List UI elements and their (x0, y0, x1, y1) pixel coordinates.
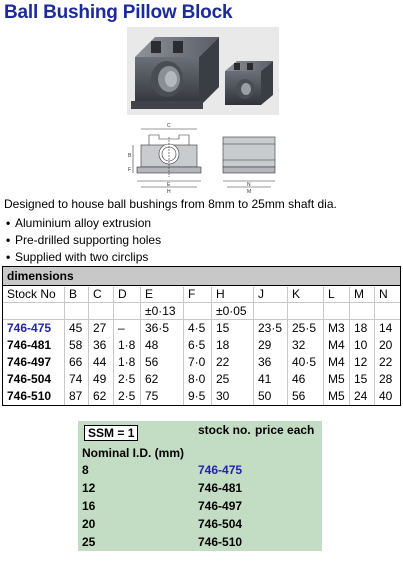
svg-text:M: M (247, 189, 252, 195)
cell: 30 (216, 389, 230, 403)
list-item (78, 463, 322, 481)
stock-number: 746-504 (7, 372, 52, 386)
table-row (3, 320, 400, 337)
feature-list (6, 215, 161, 266)
nominal-size: 12 (82, 481, 96, 495)
cell: 40·5 (292, 355, 317, 369)
cell: 18 (354, 321, 368, 335)
cell: 66 (69, 355, 83, 369)
column-divider (113, 287, 114, 405)
cell: 23·5 (258, 321, 283, 335)
cell: 46 (292, 372, 306, 386)
nominal-size: 25 (82, 535, 96, 549)
column-divider (183, 287, 184, 405)
cell: 40 (379, 389, 393, 403)
cell: 87 (69, 389, 83, 403)
cell: 24 (354, 389, 368, 403)
stock-number: 746-497 (7, 355, 52, 369)
cell: 15 (216, 321, 230, 335)
list-item (78, 517, 322, 535)
cell: 10 (354, 338, 368, 352)
column-header: J (258, 287, 264, 301)
nominal-size: 20 (82, 517, 96, 531)
product-description: Designed to house ball bushings from 8mm to 25mm shaft dia. (4, 197, 337, 211)
cell: 9·5 (188, 389, 206, 403)
column-header: F (188, 287, 196, 301)
column-header: B (69, 287, 78, 301)
pillow-block-photo-illustration (127, 27, 279, 115)
column-divider (64, 287, 65, 405)
column-divider (323, 287, 324, 405)
list-item: • Aluminium alloy extrusion (6, 216, 152, 230)
cell: 7·0 (188, 355, 206, 369)
svg-text:B: B (128, 153, 132, 159)
cell: 29 (258, 338, 272, 352)
cell: 25·5 (292, 321, 317, 335)
cell: 12 (354, 355, 368, 369)
cell: 28 (379, 372, 393, 386)
list-item: • Pre-drilled supporting holes (6, 233, 162, 247)
cell: 36·5 (145, 321, 170, 335)
table-header-row (3, 286, 400, 303)
tolerance-e: ±0·13 (145, 304, 176, 318)
cell: 20 (379, 338, 393, 352)
column-header: H (216, 287, 225, 301)
nominal-size: 16 (82, 499, 96, 513)
svg-text:F: F (128, 167, 132, 173)
cell: 45 (69, 321, 83, 335)
cell: 22 (379, 355, 393, 369)
cell: M5 (328, 389, 345, 403)
column-header: D (118, 287, 127, 301)
technical-drawing (127, 117, 279, 197)
cell: – (118, 321, 125, 335)
bullet-icon: • (6, 233, 11, 247)
cell: 44 (93, 355, 107, 369)
cell: 41 (258, 372, 272, 386)
bullet-icon: • (6, 250, 11, 264)
column-divider (140, 287, 141, 405)
cell: 27 (93, 321, 107, 335)
stock-number: 746-497 (198, 499, 243, 513)
nominal-id-label: Nominal I.D. (mm) (82, 446, 185, 460)
cell: 4·5 (188, 321, 206, 335)
column-divider (287, 287, 288, 405)
pillow-block-dimension-drawing (127, 117, 279, 197)
cell: 75 (145, 389, 159, 403)
table-row (3, 337, 400, 354)
column-divider (349, 287, 350, 405)
dimensions-table (2, 266, 401, 406)
cell: M5 (328, 372, 345, 386)
column-divider (88, 287, 89, 405)
stock-number: 746-510 (198, 535, 243, 549)
stock-link-746-475[interactable]: 746-475 (7, 321, 52, 335)
cell: 8·0 (188, 372, 206, 386)
stock-link-746-475[interactable]: 746-475 (198, 463, 243, 477)
cell: 36 (258, 355, 272, 369)
cell: 56 (292, 389, 306, 403)
price-each-header: price each (255, 423, 315, 437)
svg-text:H: H (167, 189, 171, 195)
bullet-icon: • (6, 216, 11, 230)
table-row (3, 388, 400, 405)
product-photo (127, 27, 279, 115)
cell: 2·5 (118, 372, 136, 386)
cell: 25 (216, 372, 230, 386)
stock-number: 746-510 (7, 389, 52, 403)
column-header: K (292, 287, 301, 301)
page-title: Ball Bushing Pillow Block (4, 2, 233, 23)
cell: 36 (93, 338, 107, 352)
cell: 56 (145, 355, 159, 369)
stock-number: 746-481 (198, 481, 243, 495)
cell: M3 (328, 321, 345, 335)
stock-number: 746-504 (198, 517, 243, 531)
svg-text:N: N (247, 182, 251, 188)
cell: 48 (145, 338, 159, 352)
cell: 58 (69, 338, 83, 352)
tolerance-h: ±0·05 (216, 304, 247, 318)
list-item (78, 481, 322, 499)
list-item: • Supplied with two circlips (6, 250, 149, 264)
cell: 1·8 (118, 355, 136, 369)
cell: 32 (292, 338, 306, 352)
column-divider (211, 287, 212, 405)
dimensions-table-title: dimensions (3, 267, 400, 286)
stock-number-header: stock no. (198, 423, 251, 437)
cell: 62 (93, 389, 107, 403)
svg-text:E: E (167, 182, 171, 188)
svg-text:C: C (167, 123, 171, 129)
cell: 18 (216, 338, 230, 352)
list-item (78, 535, 322, 553)
pricing-box (78, 421, 322, 551)
column-header: M (354, 287, 364, 301)
cell: M4 (328, 338, 345, 352)
column-header: E (145, 287, 154, 301)
cell: 22 (216, 355, 230, 369)
nominal-size: 8 (82, 463, 89, 477)
cell: 6·5 (188, 338, 206, 352)
tolerance-row (3, 303, 400, 320)
column-header: N (379, 287, 388, 301)
cell: 49 (93, 372, 107, 386)
table-row (3, 354, 400, 371)
cell: 15 (354, 372, 368, 386)
column-header: C (93, 287, 102, 301)
ssm-badge: SSM = 1 (84, 425, 138, 441)
cell: M4 (328, 355, 345, 369)
column-header: L (328, 287, 335, 301)
cell: 1·8 (118, 338, 136, 352)
table-row (3, 371, 400, 388)
list-item (78, 499, 322, 517)
column-divider (253, 287, 254, 405)
cell: 50 (258, 389, 272, 403)
column-divider (374, 287, 375, 405)
cell: 62 (145, 372, 159, 386)
cell: 14 (379, 321, 393, 335)
cell: 74 (69, 372, 83, 386)
stock-number: 746-481 (7, 338, 52, 352)
cell: 2·5 (118, 389, 136, 403)
column-header: Stock No (7, 287, 56, 301)
